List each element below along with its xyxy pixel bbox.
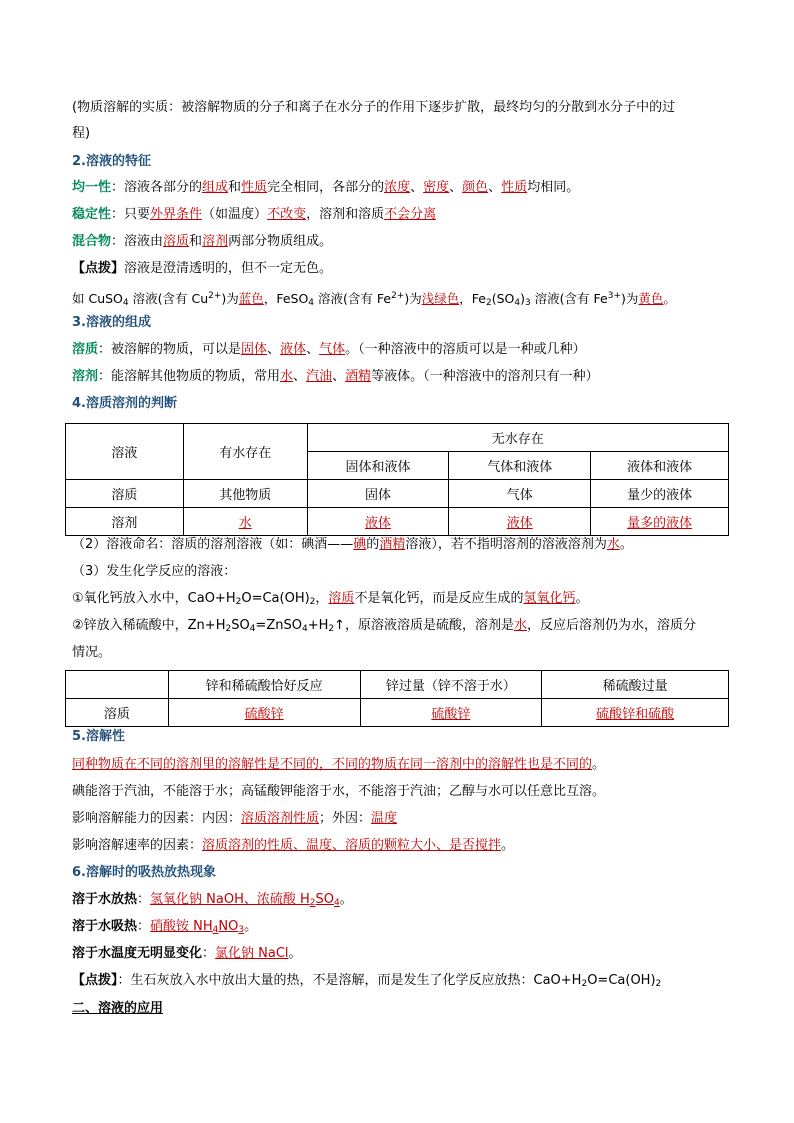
dissolution-rate-line: 影响溶解速率的因素：溶质溶剂的性质、温度、溶质的颗粒大小、是否搅拌。 (72, 838, 515, 853)
solute-line: 溶质：被溶解的物质，可以是固体、液体、气体。（一种溶液中的溶质可以是一种或几种） (72, 342, 586, 357)
neutral-temperature-line: 溶于水温度无明显变化：氯化钠 NaCl。 (72, 946, 302, 961)
quicklime-tip-line: 【点拨】：生石灰放入水中放出大量的热，不是溶解，而是发生了化学反应放热：$CaO+H_2O=Ca(OH)_2$ (72, 973, 662, 989)
solubility-factors-line: 影响溶解能力的因素：内因：溶质溶剂性质；外因：温度 (72, 811, 398, 826)
table-row: 溶质 硫酸锌 硫酸锌 硫酸锌和硫酸 (66, 699, 729, 727)
naming-line: （2）溶液命名：溶质的溶剂溶液（如：碘酒——碘的酒精溶液），若不指明溶剂的溶液溶剂为水。 (72, 537, 633, 552)
subheader: 气体和液体 (449, 452, 591, 480)
intro-line-2: 程) (72, 126, 91, 141)
header-without-water: 无水存在 (307, 424, 728, 452)
zinc-acid-table (65, 670, 729, 727)
section-heading-3: 3.溶液的组成 (72, 315, 151, 330)
section-heading-2: 2.溶液的特征 (72, 154, 151, 169)
reaction-1-line: ①氧化钙放入水中，$CaO+H_2O=Ca(OH)_2$，溶质不是氧化钙，而是反应生成的氢氧化钙。 (72, 591, 589, 607)
mixture-line: 混合物：溶液由溶质和溶剂两部分物质组成。 (72, 234, 333, 249)
section-heading-4: 4.溶质溶剂的判断 (72, 396, 177, 411)
reaction-2-line: ②锌放入稀硫酸中，$Zn+H_2SO_4=ZnSO_4+H_2↑$，原溶液溶质是硫酸，溶剂是水，反应后溶剂仍为水，溶质分 (72, 618, 697, 634)
table-row: 锌和稀硫酸恰好反应 锌过量（锌不溶于水） 稀硫酸过量 (66, 671, 729, 699)
endothermic-line: 溶于水吸热：硝酸铵 $NH_4NO_3$。 (72, 919, 258, 935)
table-row: 溶质 其他物质 固体 气体 量少的液体 (66, 480, 729, 508)
section-two-title: 二、溶液的应用 (72, 1001, 164, 1016)
header-solution: 溶液 (66, 424, 184, 480)
stability-line: 稳定性：只要外界条件（如温度）不改变，溶剂和溶质不会分离 (72, 207, 437, 222)
tip-line: 【点拨】溶液是澄清透明的，但不一定无色。 (72, 261, 333, 276)
exothermic-line: 溶于水放热：氢氧化钠 NaOH、浓硫酸 $H_2SO_4$。 (72, 892, 353, 908)
subheader: 液体和液体 (591, 452, 729, 480)
solute-solvent-table (65, 423, 729, 536)
intro-line-1: (物质溶解的实质：被溶解物质的分子和离子在水分子的作用下逐步扩散，最终均匀的分散到水分子中的过 (72, 100, 676, 115)
reaction-2-line-cont: 情况。 (72, 645, 112, 660)
subheader: 固体和液体 (307, 452, 449, 480)
header-with-water: 有水存在 (183, 424, 307, 480)
reaction-title: （3）发生化学反应的溶液： (72, 564, 237, 579)
color-examples-line: 如 CuSO$_4$ 溶液(含有 $Cu^{2+}$)为蓝色，FeSO$_4$ 溶液(含有 $Fe^{2+}$)为浅绿色，$Fe_2(SO_4)_3$ 溶液(含有 $Fe^{3+}$)为黄色。 (72, 291, 676, 308)
section-heading-6: 6.溶解时的吸热放热现象 (72, 865, 216, 880)
solubility-line-1: 同种物质在不同的溶剂里的溶解性是不同的，不同的物质在同一溶剂中的溶解性也是不同的。 (72, 757, 606, 772)
table-row: 溶剂 水 液体 液体 量多的液体 (66, 508, 729, 536)
solvent-line: 溶剂：能溶解其他物质的物质，常用水、汽油、酒精等液体。（一种溶液中的溶剂只有一种） (72, 369, 599, 384)
uniformity-line: 均一性：溶液各部分的组成和性质完全相同，各部分的浓度、密度、颜色、性质均相同。 (72, 180, 580, 195)
section-heading-5: 5.溶解性 (72, 729, 125, 744)
solubility-line-2: 碘能溶于汽油，不能溶于水；高锰酸钾能溶于水，不能溶于汽油；乙醇与水可以任意比互溶。 (72, 784, 606, 799)
